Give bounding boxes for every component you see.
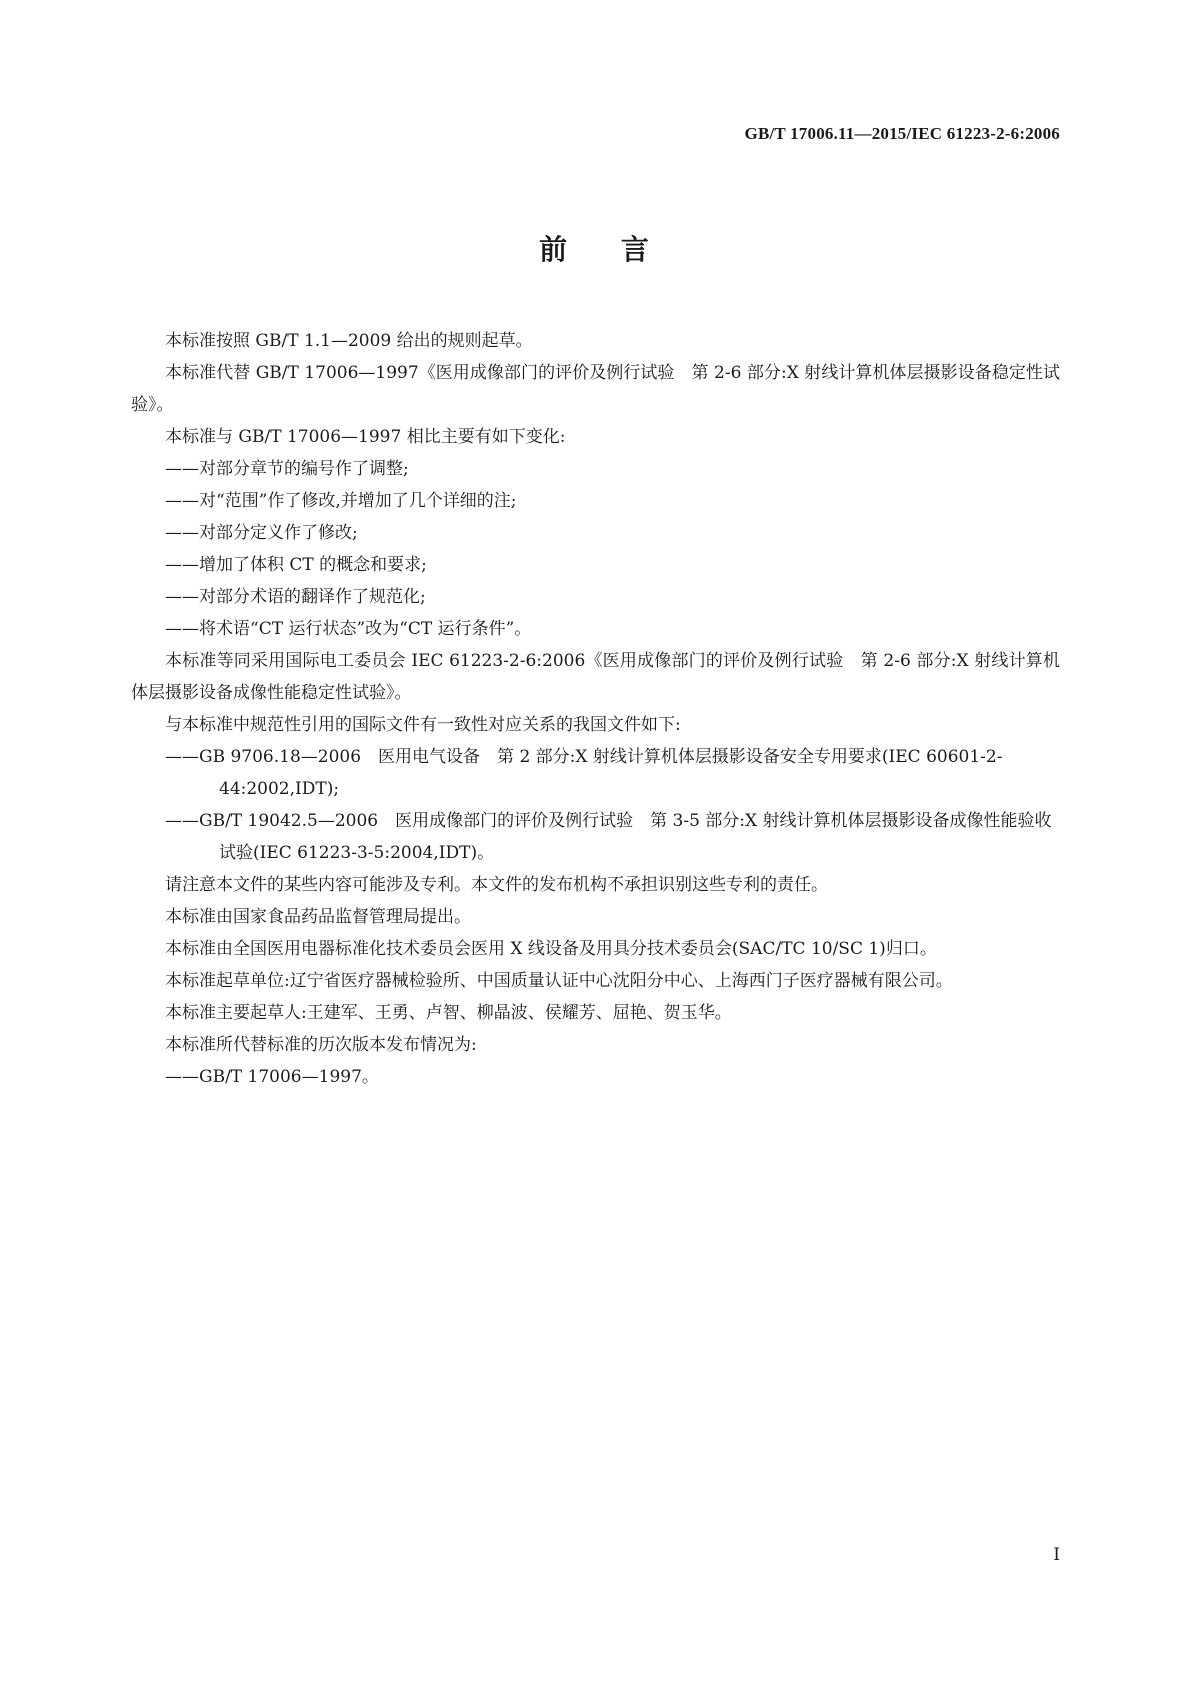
reference-item: ——GB/T 19042.5—2006 医用成像部门的评价及例行试验 第 3-5 部分:X 射线计算机体层摄影设备成像性能验收试验(IEC 61223-3-5:2004,IDT)。 bbox=[165, 811, 1052, 863]
paragraph-centralized-by: 本标准由全国医用电器标准化技术委员会医用 X 线设备及用具分技术委员会(SAC/TC 10/SC 1)归口。 bbox=[165, 939, 937, 959]
list-item: ——对部分章节的编号作了调整; bbox=[165, 459, 409, 479]
paragraph-patents: 请注意本文件的某些内容可能涉及专利。本文件的发布机构不承担识别这些专利的责任。 bbox=[165, 875, 828, 895]
page-number: I bbox=[1053, 1545, 1060, 1565]
reference-item: ——GB 9706.18—2006 医用电气设备 第 2 部分:X 射线计算机体层摄影设备安全专用要求(IEC 60601-2-44:2002,IDT); bbox=[165, 747, 1003, 799]
list-item: ——对部分术语的翻译作了规范化; bbox=[165, 587, 426, 607]
list-item: ——GB/T 17006—1997。 bbox=[165, 1067, 379, 1087]
paragraph-history-intro: 本标准所代替标准的历次版本发布情况为: bbox=[165, 1035, 477, 1055]
list-item: ——对部分定义作了修改; bbox=[165, 523, 358, 543]
paragraph-drafters: 本标准主要起草人:王建军、王勇、卢智、柳晶波、侯耀芳、屈艳、贺玉华。 bbox=[165, 1003, 732, 1023]
list-item: ——增加了体积 CT 的概念和要求; bbox=[165, 555, 427, 575]
list-item: ——将术语“CT 运行状态”改为“CT 运行条件”。 bbox=[165, 619, 532, 639]
paragraph-drafting-units: 本标准起草单位:辽宁省医疗器械检验所、中国质量认证中心沈阳分中心、上海西门子医疗器械有限公司。 bbox=[165, 971, 953, 991]
paragraph-replaces: 本标准代替 GB/T 17006—1997《医用成像部门的评价及例行试验 第 2-6 部分:X 射线计算机体层摄影设备稳定性试验》。 bbox=[131, 363, 1060, 415]
page-title: 前 言 bbox=[539, 233, 652, 266]
paragraph-changes-intro: 本标准与 GB/T 17006—1997 相比主要有如下变化: bbox=[165, 427, 566, 447]
paragraph-proposed-by: 本标准由国家食品药品监督管理局提出。 bbox=[165, 907, 471, 927]
foreword-body bbox=[131, 325, 1060, 1093]
paragraph-drafting-rules: 本标准按照 GB/T 1.1—2009 给出的规则起草。 bbox=[165, 331, 533, 351]
standard-id-header: GB/T 17006.11—2015/IEC 61223-2-6:2006 bbox=[744, 124, 1060, 143]
list-item: ——对“范围”作了修改,并增加了几个详细的注; bbox=[165, 491, 517, 511]
paragraph-references-intro: 与本标准中规范性引用的国际文件有一致性对应关系的我国文件如下: bbox=[165, 715, 681, 735]
paragraph-adoption: 本标准等同采用国际电工委员会 IEC 61223-2-6:2006《医用成像部门的评价及例行试验 第 2-6 部分:X 射线计算机体层摄影设备成像性能稳定性试验》。 bbox=[131, 651, 1060, 703]
